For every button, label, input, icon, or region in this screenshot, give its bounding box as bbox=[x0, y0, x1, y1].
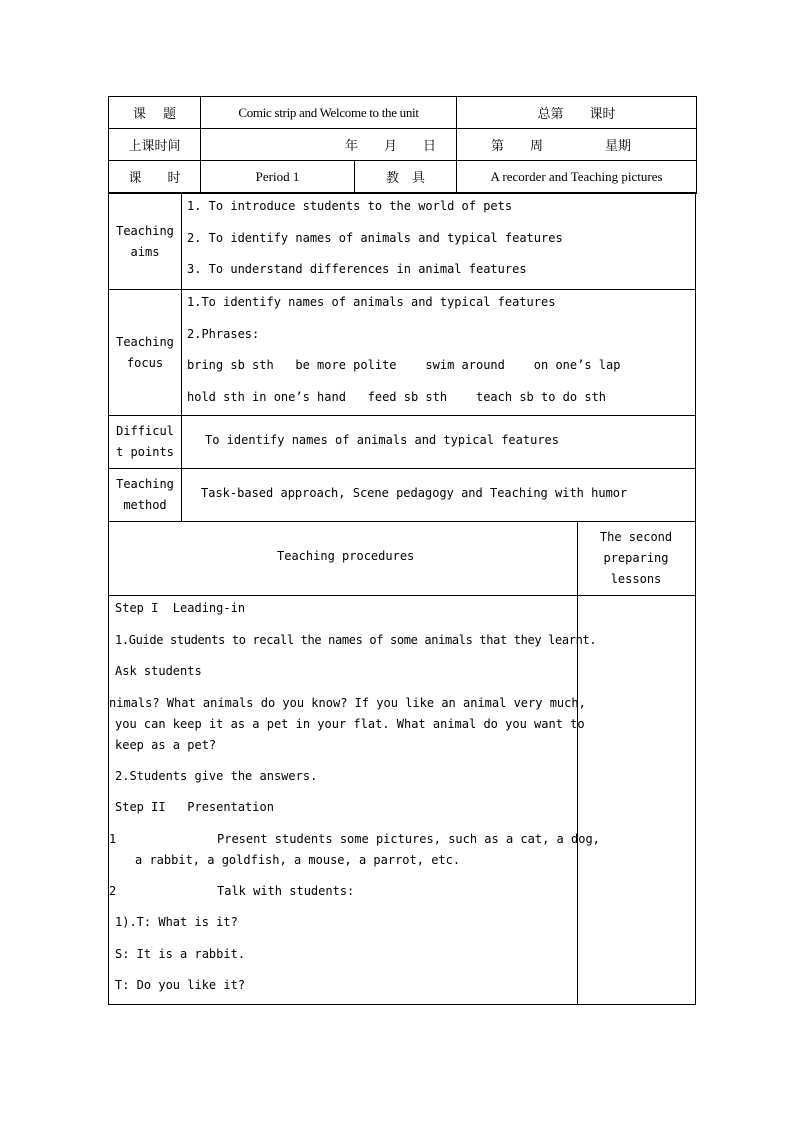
teaching-tools-value: A recorder and Teaching pictures bbox=[457, 161, 697, 194]
procedure-line: 2 bbox=[109, 884, 117, 898]
procedures-body bbox=[108, 595, 696, 1005]
procedure-line: 1.Guide students to recall the names of some animals that they learnt. bbox=[115, 633, 597, 647]
procedure-line: a rabbit, a goldfish, a mouse, a parrot, etc. bbox=[135, 853, 461, 867]
procedure-line: Talk with students: bbox=[217, 884, 355, 898]
teaching-method-label: Teaching method bbox=[109, 469, 182, 521]
teaching-focus-label: Teaching focus bbox=[109, 290, 182, 415]
aim-item: 2. To identify names of animals and typical features bbox=[187, 231, 563, 245]
aim-item: 1. To introduce students to the world of pets bbox=[187, 199, 513, 213]
header-row-time bbox=[109, 129, 697, 161]
difficult-points-label: Difficul t points bbox=[109, 416, 182, 468]
teaching-tools-label: 教 具 bbox=[355, 161, 457, 194]
teaching-focus-section bbox=[108, 289, 696, 416]
class-time-label: 上课时间 bbox=[109, 129, 201, 161]
teaching-aims-section bbox=[108, 194, 696, 290]
procedure-line: Ask students bbox=[115, 664, 202, 678]
topic-value: Comic strip and Welcome to the unit bbox=[201, 97, 457, 129]
procedure-line: nimals? What animals do you know? If you like an animal very much, bbox=[109, 696, 586, 710]
teaching-method-section bbox=[108, 468, 696, 522]
weekday-label: 星期 bbox=[605, 139, 632, 154]
phrases-line: hold sth in one’s hand feed sb sth teach sb to do sth bbox=[187, 390, 607, 404]
procedure-line: 1).T: What is it? bbox=[115, 915, 238, 929]
procedure-line: S: It is a rabbit. bbox=[115, 947, 246, 961]
procedures-heading-row bbox=[108, 521, 696, 596]
header-row-period bbox=[109, 161, 697, 194]
lesson-header-table bbox=[108, 96, 697, 194]
topic-label: 课 题 bbox=[109, 97, 201, 129]
procedure-line: T: Do you like it? bbox=[115, 978, 246, 992]
phrases-line: bring sb sth be more polite swim around on one’s lap bbox=[187, 358, 621, 372]
procedure-line: Step I Leading-in bbox=[115, 601, 246, 615]
focus-line: 1.To identify names of animals and typical features bbox=[187, 295, 556, 309]
difficult-points-text: To identify names of animals and typical features bbox=[205, 433, 560, 447]
focus-line: 2.Phrases: bbox=[187, 327, 260, 341]
week-field bbox=[457, 129, 697, 161]
procedure-line: you can keep it as a pet in your flat. What animal do you want to bbox=[115, 717, 585, 731]
teaching-aims-label: Teaching aims bbox=[109, 194, 182, 289]
total-lesson-number: 总第 课时 bbox=[457, 97, 697, 129]
teaching-method-text: Task-based approach, Scene pedagogy and Teaching with humor bbox=[201, 486, 628, 500]
period-value: Period 1 bbox=[201, 161, 355, 194]
aim-item: 3. To understand differences in animal features bbox=[187, 262, 527, 276]
period-label: 课 时 bbox=[109, 161, 201, 194]
second-preparing-heading: The second preparing lessons bbox=[599, 530, 673, 586]
date-field: 年 月 日 bbox=[201, 129, 457, 161]
procedures-heading: Teaching procedures bbox=[277, 549, 415, 563]
header-row-topic bbox=[109, 97, 697, 129]
procedure-line: 1 bbox=[109, 832, 117, 846]
week-label: 第 周 bbox=[491, 139, 544, 154]
procedure-line: Present students some pictures, such as a cat, a dog, bbox=[217, 832, 600, 846]
procedure-line: 2.Students give the answers. bbox=[115, 769, 318, 783]
difficult-points-section bbox=[108, 415, 696, 469]
procedure-line: Step II Presentation bbox=[115, 800, 274, 814]
procedure-line: keep as a pet? bbox=[115, 738, 217, 752]
